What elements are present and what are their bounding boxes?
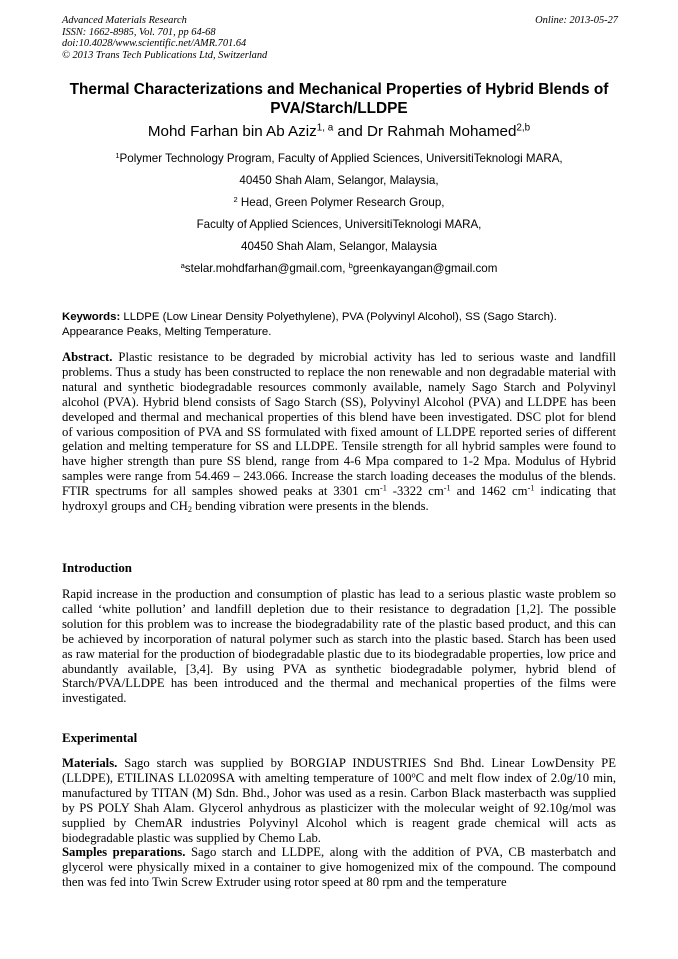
affiliation-1-line-2: 40450 Shah Alam, Selangor, Malaysia, [239, 174, 439, 187]
author-2-name: Dr Rahmah Mohamed [366, 123, 517, 140]
materials-text-1: Sago starch was supplied by BORGIAP INDUSTRIES Snd Bhd. Linear LowDensity PE (LLDPE), ETILINAS LL0209SA with amelting temperature of 100 [62, 756, 616, 785]
affiliation-1-superscript: 1 [115, 150, 120, 160]
materials-label: Materials. [62, 756, 118, 770]
abstract-text-4: indicating that hydroxyl groups and CH [62, 484, 616, 514]
email-a-superscript: a [180, 260, 185, 270]
author-conjunction: and [333, 123, 367, 140]
materials-degree-sup: o [411, 770, 416, 780]
email-line [40, 258, 638, 280]
affiliation-1-text: Polymer Technology Program, Faculty of Applied Sciences, UniversitiTeknologi MARA, [119, 152, 563, 165]
abstract-sup-1: -1 [380, 483, 387, 493]
abstract-text-2: -3322 cm [386, 484, 444, 499]
online-date: Online: 2013-05-27 [535, 15, 618, 26]
email-b: greenkayangan@gmail.com [352, 262, 498, 275]
email-a: stelar.mohdfarhan@gmail.com, [184, 262, 349, 275]
experimental-text [62, 756, 616, 890]
abstract-text-5: bending vibration were presents in the blends. [191, 499, 429, 514]
affiliation-2-superscript: 2 [233, 194, 238, 204]
affiliation-2-line-1 [40, 192, 638, 214]
paper-title: Thermal Characterizations and Mechanical Properties of Hybrid Blends of PVA/Starch/LLDPE [69, 81, 609, 117]
author-1-superscript: 1, a [316, 122, 334, 134]
affiliation-2-text: Head, Green Polymer Research Group, [237, 196, 445, 209]
samples-text: Sago starch and LLDPE, along with the addition of PVA, CB masterbatch and glycerol were physically mixed in a container to give homogenized mix of the compound. The compound then was fed into Twin Screw Extruder using rotor speed at 80 rpm and the temperature [62, 845, 616, 890]
email-b-superscript: b [348, 260, 353, 270]
abstract-sup-2: -1 [443, 483, 451, 493]
affiliations [40, 148, 638, 280]
journal-header [62, 15, 618, 61]
affiliation-1-line-1 [40, 148, 638, 170]
samples-label: Samples preparations. [62, 845, 186, 860]
introduction-heading: Introduction [62, 561, 132, 575]
abstract-label: Abstract. [62, 350, 113, 364]
abstract-text-1: Plastic resistance to be degraded by microbial activity has led to serious waste and landfill problems. Thus a study has been constructed to replace the non renewable and non degradable material with natural and synthetic biodegradable resources commonly available, namely Sago Starch and Polyvinyl alcohol (PVA). Hybrid blend consists of Sago Starch (SS), Polyvinyl Alcohol (PVA) and LLDPE has been developed and thermal and mechanical properties of this blend have been investigated. DSC plot for blend of various composition of PVA and SS formulated with fixed amount of LLDPE reported series of different gelation and melting temperature for SS and LLDPE. Tensile strength for all hybrid samples were found to have higher strength than pure SS blend, range from 4-6 Mpa compared to 1-2 Mpa. Modulus of Hybrid samples were range from 54.469 – 243.066. Increase the starch loading deceases the modulus of the blends. FTIR spectrums for all samples showed peaks at 3301 cm [62, 350, 616, 499]
keywords-text: LLDPE (Low Linear Density Polyethylene), PVA (Polyvinyl Alcohol), SS (Sago Starch). Appearance Peaks, Melting Temperature. [62, 311, 557, 338]
abstract [62, 350, 616, 514]
affiliation-2-line-3: 40450 Shah Alam, Selangor, Malaysia [241, 240, 437, 253]
keywords-label: Keywords: [62, 311, 121, 323]
affiliation-2-line-2: Faculty of Applied Sciences, UniversitiTeknologi MARA, [196, 218, 482, 231]
abstract-sup-3: -1 [527, 483, 535, 493]
experimental-heading: Experimental [62, 731, 138, 745]
introduction-text: Rapid increase in the production and consumption of plastic has lead to a serious plastic waste problem so called ‘white pollution’ and landfill depletion due to their resistance to degradation [1,2]. The possible solution for this problem was to increase the biodegradability rate of the plastic based product, and this can be achieved by incorporation of natural polymer such as starch into the plastic based. Starch has been used as raw material for the production of biodegradable plastic due to its biodegradable properties, low price and abundantly available, [3,4]. By using PVA as synthetic biodegradable polymer, hybrid blend of Starch/PVA/LLDPE has been introduced and the thermal and mechanical properties of the films were investigated. [62, 587, 616, 706]
abstract-sub-1: 2 [187, 505, 192, 515]
journal-copyright: © 2013 Trans Tech Publications Ltd, Switzerland [62, 49, 268, 61]
keywords [62, 310, 616, 339]
materials-text-2: C and melt flow index of 2.0g/10 min, manufactured by TITAN (M) Sdn. Bhd., Johor was used as a resin. Carbon Black masterbacth was supplied by PS POLY Shah Alam. Glycerol anhydrous as plasticizer with the molecular weight of 92.10g/mol was supplied by ChemAR industries Polyvinyl Alcohol which is reagent grade chemical will acts as biodegradable plastic was supplied by Chemo Lab. [62, 770, 616, 845]
author-line [40, 122, 638, 142]
journal-issn: ISSN: 1662-8985, Vol. 701, pp 64-68 [62, 26, 216, 38]
abstract-text-3: and 1462 cm [450, 484, 528, 499]
journal-doi: doi:10.4028/www.scientific.net/AMR.701.64 [62, 38, 247, 50]
journal-name: Advanced Materials Research [62, 15, 187, 26]
author-1-name: Mohd Farhan bin Ab Aziz [147, 123, 317, 140]
author-2-superscript: 2,b [516, 122, 531, 134]
